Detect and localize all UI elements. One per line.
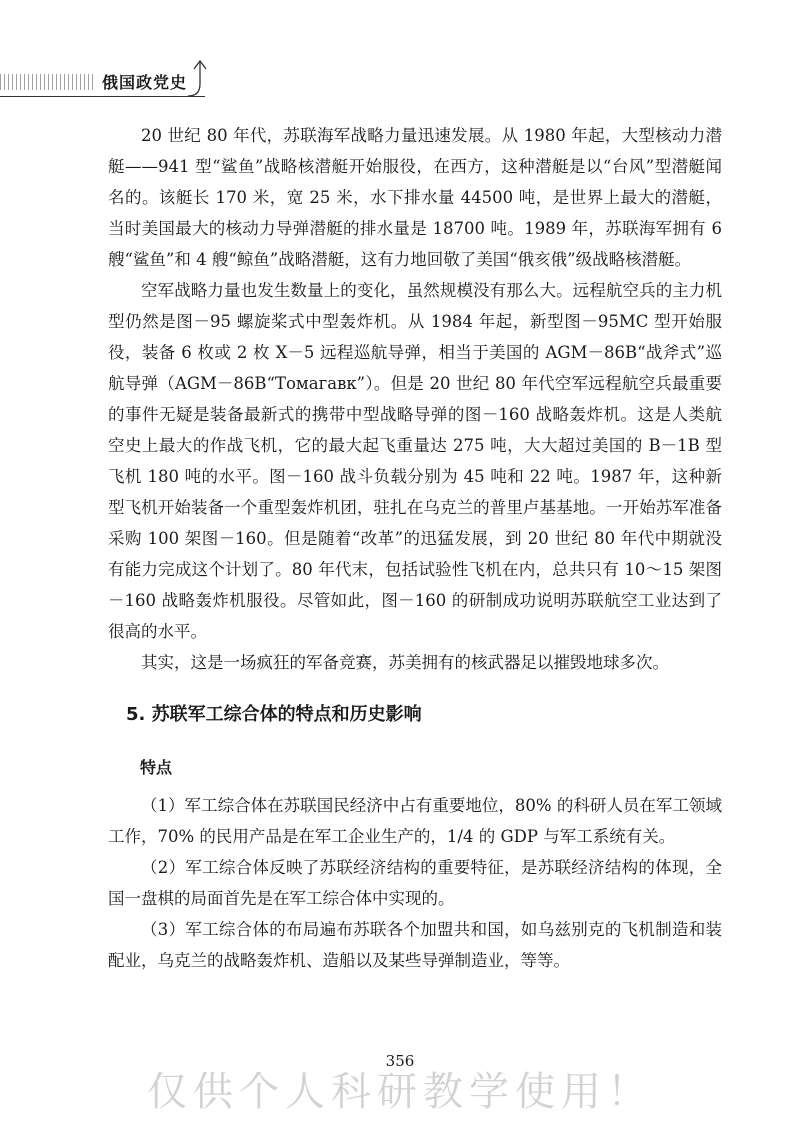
running-header — [0, 58, 230, 98]
section-title: 5. 苏联军工综合体的特点和历史影响 — [126, 704, 422, 725]
numbered-point: （2）军工综合体反映了苏联经济结构的重要特征，是苏联经济结构的体现，全国一盘棋的局面首先是在军工综合体中实现的。 — [108, 858, 722, 908]
running-header-title: 俄国政党史 — [102, 73, 188, 92]
numbered-point: （1）军工综合体在苏联国民经济中占有重要地位，80% 的科研人员在军工领域工作，70% 的民用产品是在军工企业生产的，1/4 的 GDP 与军工系统有关。 — [108, 796, 722, 846]
header-rule — [0, 96, 205, 97]
body-paragraph: 其实，这是一场疯狂的军备竞赛，苏美拥有的核武器足以摧毁地球多次。 — [141, 653, 669, 672]
page-number: 356 — [385, 1052, 415, 1070]
body-paragraph: 空军战略力量也发生数量上的变化，虽然规模没有那么大。远程航空兵的主力机型仍然是图－95 螺旋桨式中型轰炸机。从 1984 年起，新型图－95MC 型开始服役，装备 6 枚或 2 枚 X－5 远程巡航导弹，相当于美国的 AGM－86B“战斧式”巡航导弹（AGM－86B“Томагавк”）。但是 20 世纪 80 年代空军远程航空兵最重要的事件无疑是装备最新式的携带中型战略导弹的图－160 战略轰炸机。这是人类航空史上最大的作战飞机，它的最大起飞重量达 275 吨，大大超过美国的 B－1B 型飞机 180 吨的水平。图－160 战斗负载分别为 45 吨和 22 吨。1987 年，这种新型飞机开始装备一个重型轰炸机团，驻扎在乌克兰的普里卢基基地。一开始苏军准备采购 100 架图－160。但是随着“改革”的迅猛发展，到 20 世纪 80 年代中期就没有能力完成这个计划了。80 年代末，包括试验性飞机在内，总共只有 10～15 架图－160 战略轰炸机服役。尽管如此，图－160 的研制成功说明苏联航空工业达到了很高的水平。 — [108, 281, 722, 641]
subsection-heading: 特点 — [140, 758, 173, 777]
numbered-point: （3）军工综合体的布局遍布苏联各个加盟共和国，如乌兹别克的飞机制造和装配业，乌克兰的战略轰炸机、造船以及某些导弹制造业，等等。 — [108, 920, 722, 970]
up-arrow-icon — [186, 58, 216, 98]
header-hatch-decoration — [0, 74, 96, 90]
watermark-text: 仅供个人科研教学使用！ — [147, 1069, 653, 1115]
body-paragraph: 20 世纪 80 年代，苏联海军战略力量迅速发展。从 1980 年起，大型核动力潜艇——941 型“鲨鱼”战略核潜艇开始服役，在西方，这种潜艇是以“台风”型潜艇闻名的。该艇长 170 米，宽 25 米，水下排水量 44500 吨，是世界上最大的潜艇，当时美国最大的核动力导弹潜艇的排水量是 18700 吨。1989 年，苏联海军拥有 6 艘“鲨鱼”和 4 艘“鲸鱼”战略潜艇，这有力地回敬了美国“俄亥俄”级战略核潜艇。 — [108, 126, 722, 269]
page-body — [108, 120, 722, 976]
